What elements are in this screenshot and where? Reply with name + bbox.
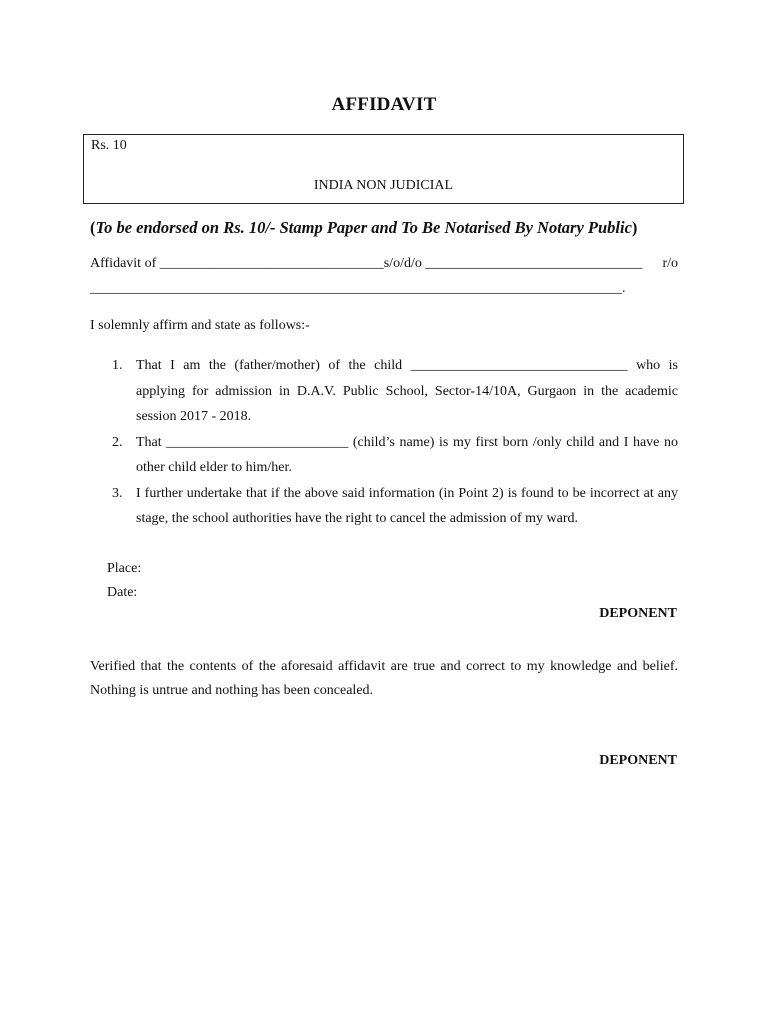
stamp-value: Rs. 10	[91, 138, 127, 153]
place-date-block	[107, 557, 141, 605]
word: I	[170, 358, 175, 373]
word: (father/mother)	[234, 358, 320, 373]
list-item	[112, 481, 678, 532]
list-item-text: That __________________________ (child’s name) is my first born /only child and I have no other child elder to him/her.	[136, 434, 678, 475]
address-blank-line: ____________________________________________________________________________.	[90, 281, 626, 296]
list-item-first-line	[136, 353, 678, 379]
affidavit-of-line	[90, 256, 678, 272]
residence-label: r/o	[662, 256, 678, 271]
instruction-open-paren: (	[90, 218, 96, 237]
word: the	[348, 358, 366, 373]
word: am	[183, 358, 201, 373]
list-item-number: 1.	[112, 358, 123, 373]
stamp-paper-box	[83, 134, 684, 204]
deponent-verification-label: DEPONENT	[599, 753, 677, 768]
list-item-number: 3.	[112, 485, 123, 501]
verification-statement: Verified that the contents of the aforesaid affidavit are true and correct to my knowledge and belief. Nothing is untrue and nothing has been concealed.	[90, 659, 678, 698]
affidavit-of-text: Affidavit of ________________________________s/o/d/o _______________________________	[90, 256, 643, 271]
date-label: Date:	[107, 585, 138, 600]
list-item	[112, 353, 678, 430]
child-name-blank: _______________________________	[410, 358, 628, 373]
list-item-text: applying for admission in D.A.V. Public School, Sector-14/10A, Gurgaon in the academic session 2017 - 2018.	[136, 383, 678, 424]
list-item	[112, 430, 678, 481]
place-label: Place:	[107, 561, 142, 576]
word: is	[668, 358, 678, 373]
deponent-signature-label: DEPONENT	[599, 606, 677, 621]
word: who	[636, 358, 661, 373]
word: the	[208, 358, 226, 373]
list-item-number: 2.	[112, 434, 123, 450]
list-item-text: I further undertake that if the above said information (in Point 2) is found to be incorrect at any stage, the school authorities have the right to cancel the admission of my ward.	[136, 485, 678, 526]
document-title: AFFIDAVIT	[331, 94, 437, 115]
endorsement-instruction	[90, 218, 690, 238]
instruction-text: To be endorsed on Rs. 10/- Stamp Paper and To Be Notarised By Notary Public	[95, 218, 632, 237]
word: That	[136, 358, 162, 373]
stamp-label: INDIA NON JUDICIAL	[313, 178, 454, 193]
word: child	[374, 358, 403, 373]
affirmation-statement: I solemnly affirm and state as follows:-	[90, 318, 310, 333]
word: of	[328, 358, 341, 373]
statement-list	[112, 353, 678, 532]
instruction-close-paren: )	[631, 218, 638, 237]
